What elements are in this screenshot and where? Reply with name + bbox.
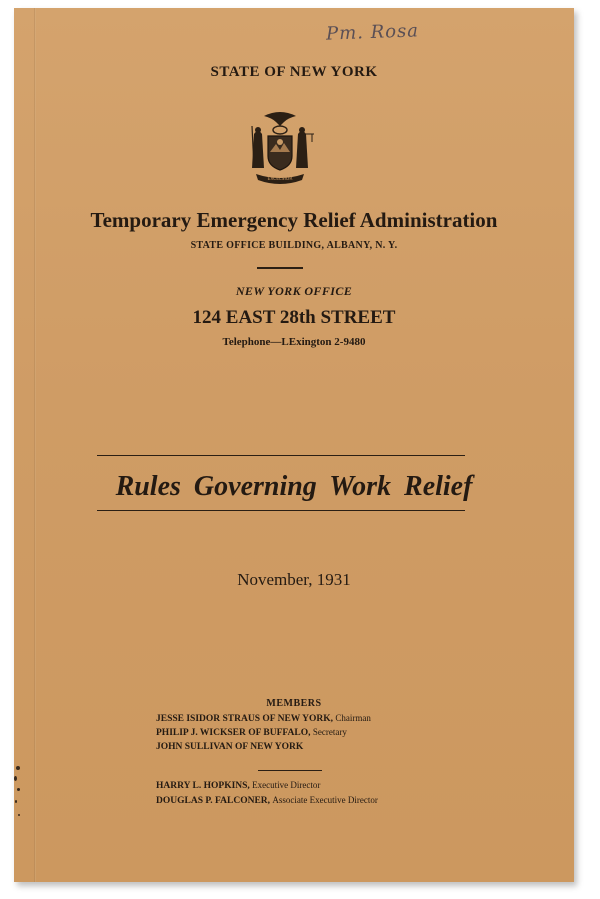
divider — [258, 770, 322, 771]
staff-role: Associate Executive Director — [272, 795, 378, 805]
agency-name: Temporary Emergency Relief Administration — [90, 208, 498, 232]
member-role: Secretary — [312, 727, 347, 737]
member-name: JESSE ISIDOR STRAUS OF NEW YORK, — [156, 714, 334, 724]
member-name: PHILIP J. WICKSER OF BUFFALO, — [156, 728, 311, 738]
pamphlet-cover — [14, 8, 574, 882]
office-telephone: Telephone—LExington 2-9480 — [222, 336, 366, 348]
member-role: Chairman — [335, 713, 371, 723]
member-name: JOHN SULLIVAN OF NEW YORK — [156, 742, 304, 752]
spine-fold — [34, 8, 36, 882]
staff-name: DOUGLAS P. FALCONER, — [156, 796, 271, 806]
list-item — [156, 778, 378, 793]
new-york-state-seal-icon — [240, 106, 320, 190]
list-item — [156, 726, 371, 740]
list-item — [156, 740, 371, 754]
publication-date: November, 1931 — [237, 570, 351, 589]
title-rule-bottom — [97, 510, 465, 511]
divider — [257, 267, 303, 269]
title-rule-top — [97, 455, 465, 456]
office-label: NEW YORK OFFICE — [235, 284, 353, 298]
handwritten-inscription: Pm. Rosa — [325, 20, 420, 45]
seal-motto: EXCELSIOR — [267, 177, 293, 182]
members-heading: MEMBERS — [266, 698, 322, 709]
staff-role: Executive Director — [252, 780, 321, 790]
state-heading: STATE OF NEW YORK — [210, 64, 378, 80]
staff-name: HARRY L. HOPKINS, — [156, 781, 250, 791]
office-street: 124 EAST 28th STREET — [192, 307, 396, 328]
list-item — [156, 793, 378, 808]
agency-address: STATE OFFICE BUILDING, ALBANY, N. Y. — [190, 240, 398, 251]
document-title: Rules Governing Work Relief — [115, 471, 473, 502]
staff-list — [156, 778, 378, 808]
members-list — [156, 712, 371, 754]
list-item — [156, 712, 371, 726]
